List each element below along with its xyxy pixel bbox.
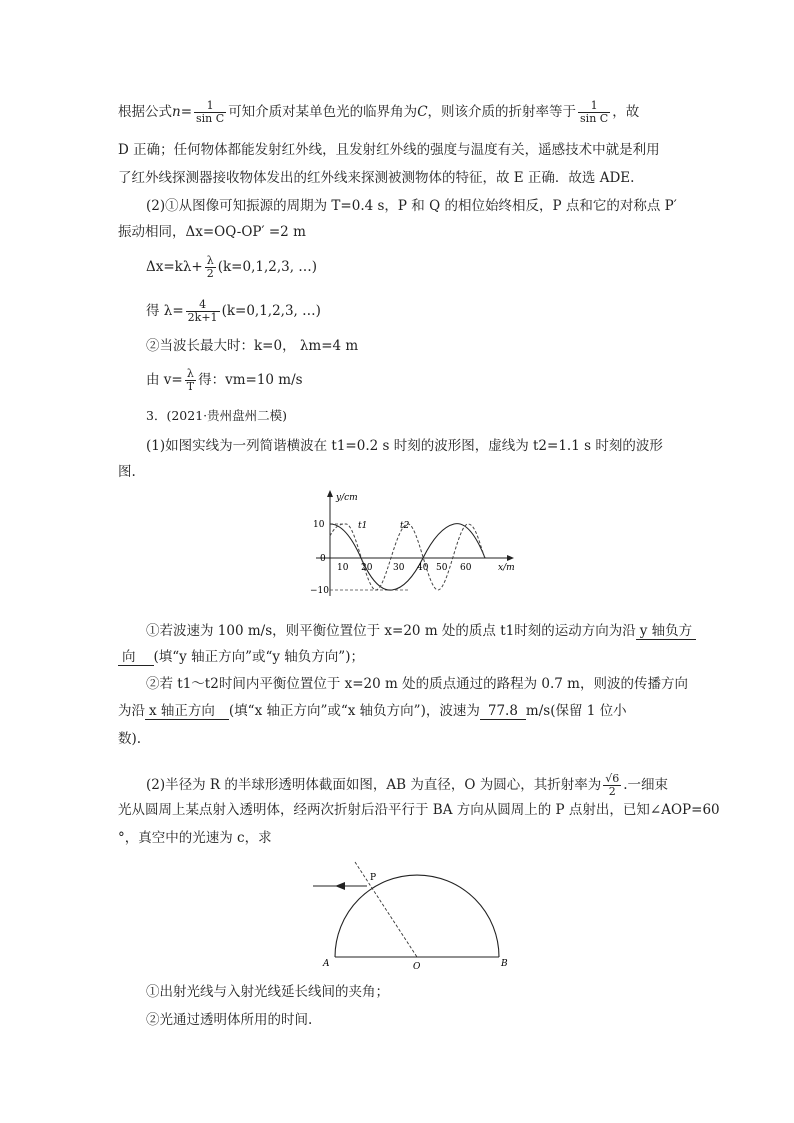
q3-s2-line2: 为沿 x 轴正方向 (填“x 轴正方向”或“x 轴负方向”)，波速为 77.8 m/s(保留 1 位小 — [118, 703, 627, 719]
q3-p2-line2: 光从圆周上某点射入透明体，经两次折射后沿平行于 BA 方向从圆周上的 P 点射出，已知∠AOP=60 — [118, 802, 720, 818]
text: 可知介质对某单色光的临界角为 — [228, 104, 418, 120]
q3-line1: (1)如图实线为一列简谐横波在 t1=0.2 s 时刻的波形图，虚线为 t2=1.1 s 时刻的波形 — [146, 438, 663, 454]
q3-ask1: ①出射光线与入射光线延长线间的夹角； — [146, 984, 389, 1000]
dashed-ray — [355, 862, 417, 957]
answer-blank: x 轴正方向 — [145, 703, 229, 720]
x-axis-label: x/m — [498, 563, 515, 573]
y-axis-label: y/cm — [336, 493, 358, 503]
fraction: $\frac{1}{\text{sin C}}$ — [580, 99, 609, 125]
p2-line2: 振动相同，Δx=OQ-OP′ =2 m — [118, 224, 306, 240]
p2-eq2: 得 λ= $\frac{4}{2k+1}$ (k=0,1,2,3, …) — [146, 298, 321, 324]
text: ，则该介质的折射率等于 — [427, 104, 577, 120]
label-p: P — [370, 873, 377, 883]
q3-line2: 图. — [118, 464, 136, 480]
xtick-40: 40 — [417, 563, 429, 573]
xtick-10: 10 — [337, 563, 349, 573]
answer-blank: 向 — [118, 649, 154, 666]
text: = — [180, 104, 193, 120]
q3-s1-line1: ①若波速为 100 m/s，则平衡位置位于 x=20 m 处的质点 t1时刻的运动方向为沿 y 轴负方 — [146, 621, 696, 641]
semicircle-arc — [335, 875, 499, 957]
answer-blank: y 轴负方 — [636, 623, 696, 640]
p2-eq1: Δx=kλ+ $\frac{\lambda}{2}$ (k=0,1,2,3, …) — [146, 254, 318, 280]
wave-chart — [300, 486, 530, 606]
xtick-60: 60 — [460, 563, 472, 573]
q3-p2-line1: (2)半径为 R 的半球形透明体截面如图，AB 为直径，O 为圆心，其折射率为 $\frac{√6}{2}$ .一细束 — [146, 772, 669, 798]
p2-line1: (2)①从图像可知振源的周期为 T=0.4 s，P 和 Q 的相位始终相反，P 点和它的对称点 P′ — [146, 198, 677, 214]
label-a: A — [323, 959, 330, 969]
wave-t2-line — [330, 524, 485, 590]
text: 根据公式 — [118, 104, 172, 120]
semicircle-figure — [305, 858, 525, 970]
ytick-10: 10 — [313, 520, 325, 530]
answer-blank: 77.8 — [480, 703, 526, 720]
ytick-0: 0 — [320, 554, 326, 564]
q3-s2-line3: 数). — [118, 731, 142, 747]
xtick-50: 50 — [436, 563, 448, 573]
p2-line5: ②当波长最大时：k=0， λm=4 m — [146, 338, 359, 354]
label-o: O — [413, 962, 421, 970]
q3-ask2: ②光通过透明体所用的时间. — [146, 1012, 313, 1028]
p1-line2: D 正确；任何物体都能发射红外线，且发射红外线的强度与温度有关，遥感技术中就是利用 — [118, 142, 660, 158]
label-b: B — [501, 959, 508, 969]
wave-t1 — [330, 524, 485, 590]
q3-p2-line3: °，真空中的光速为 c，求 — [118, 830, 272, 846]
label-t2: t2 — [400, 521, 410, 531]
xtick-20: 20 — [361, 563, 373, 573]
xtick-30: 30 — [393, 563, 405, 573]
q3-title: 3．(2021·贵州盘州二模) — [146, 408, 287, 423]
fraction: $\frac{1}{\text{sin C}}$ — [196, 99, 225, 125]
q3-s1-line2: 向 (填“y 轴正方向”或“y 轴负方向”)； — [118, 647, 364, 667]
var-n: n — [172, 104, 181, 120]
text: ，故 — [612, 104, 640, 120]
p1-line1 — [118, 100, 639, 125]
label-t1: t1 — [358, 521, 368, 531]
q3-s2-line1: ②若 t1～t2时间内平衡位置位于 x=20 m 处的质点通过的路程为 0.7 m，则波的传播方向 — [146, 676, 688, 692]
var-c: C — [417, 104, 428, 120]
ytick-neg10: −10 — [310, 586, 329, 596]
p1-line3: 了红外线探测器接收物体发出的红外线来探测被测物体的特征，故 E 正确．故选 ADE. — [118, 170, 635, 186]
p2-eq3: 由 v= $\frac{\lambda}{T}$ 得：vm=10 m/s — [146, 367, 303, 393]
exit-arrow — [335, 882, 345, 890]
